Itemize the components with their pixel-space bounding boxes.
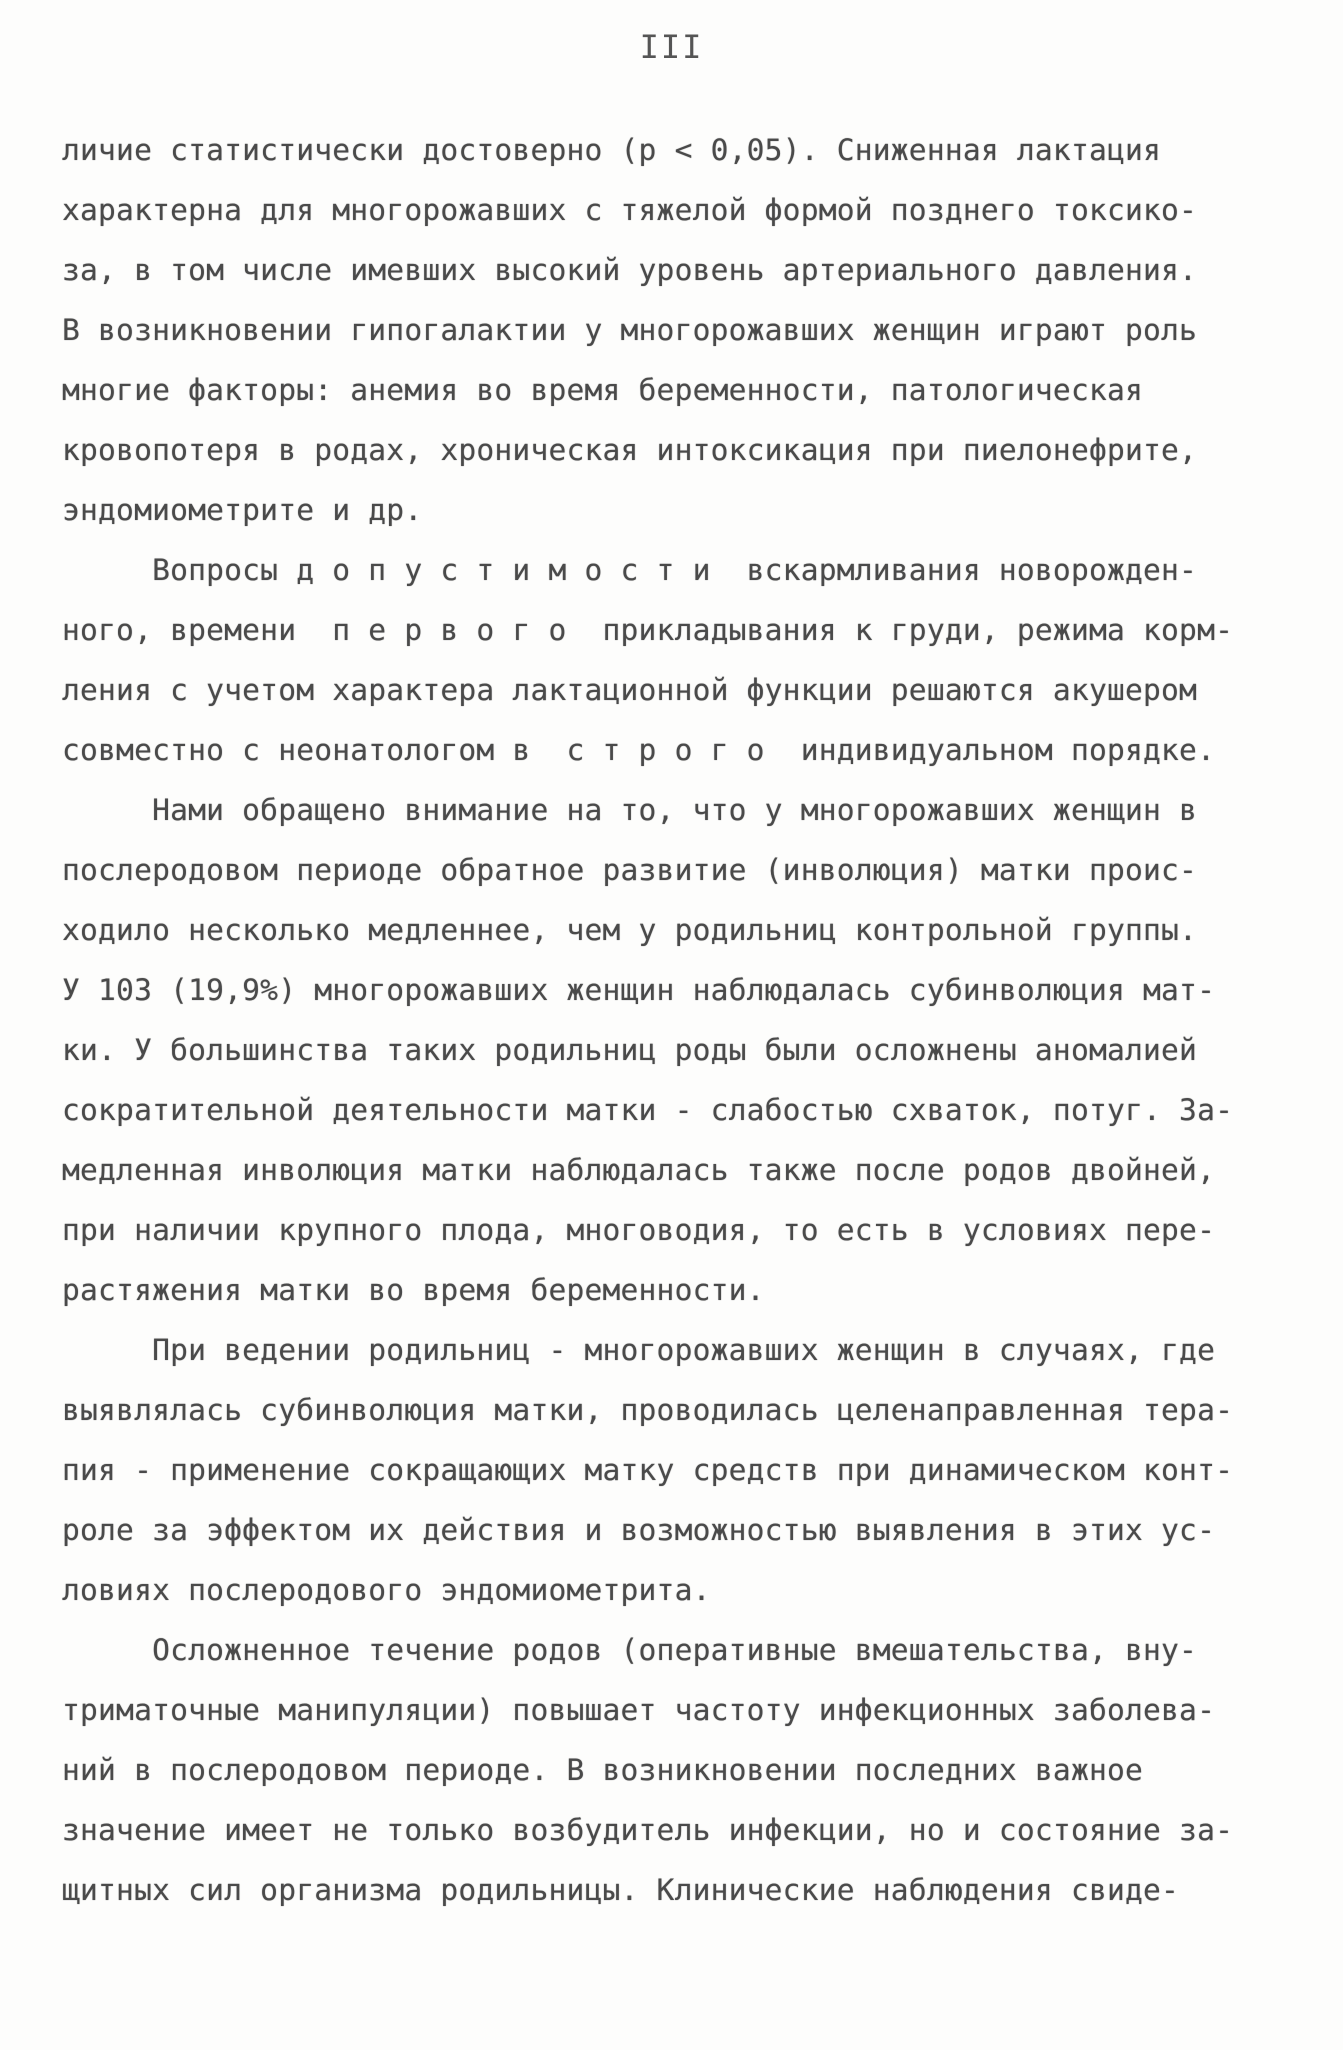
text-line: Осложненное течение родов (оперативные вмешательства, вну- xyxy=(62,1633,1198,1667)
text-line: Нами обращено внимание на то, что у многорожавших женщин в xyxy=(62,793,1198,827)
text-line: растяжения матки во время беременности. xyxy=(62,1273,765,1307)
text-line: ного, времени п е р в о г о прикладывания к груди, режима корм- xyxy=(62,613,1234,647)
text-line: роле за эффектом их действия и возможностью выявления в этих ус- xyxy=(62,1513,1216,1547)
text-line: сократительной деятельности матки - слабостью схваток, потуг. За- xyxy=(62,1093,1234,1127)
body-text xyxy=(62,120,1292,1920)
text-line: щитных сил организма родильницы. Клинические наблюдения свиде- xyxy=(62,1873,1180,1907)
text-line: личие статистически достоверно (р < 0,05). Сниженная лактация xyxy=(62,133,1162,167)
text-line: ления с учетом характера лактационной функции решаются акушером xyxy=(62,673,1198,707)
text-line: многие факторы: анемия во время беременности, патологическая xyxy=(62,373,1144,407)
text-line: ний в послеродовом периоде. В возникновении последних важное xyxy=(62,1753,1144,1787)
text-line: совместно с неонатологом в с т р о г о индивидуальном порядке. xyxy=(62,733,1216,767)
text-line: медленная инволюция матки наблюдалась также после родов двойней, xyxy=(62,1153,1216,1187)
text-line: за, в том числе имевших высокий уровень артериального давления. xyxy=(62,253,1198,287)
text-line: триматочные манипуляции) повышает частоту инфекционных заболева- xyxy=(62,1693,1216,1727)
text-line: выявлялась субинволюция матки, проводилась целенаправленная тера- xyxy=(62,1393,1234,1427)
text-line: В возникновении гипогалактии у многорожавших женщин играют роль xyxy=(62,313,1198,347)
text-line: при наличии крупного плода, многоводия, то есть в условиях пере- xyxy=(62,1213,1216,1247)
text-line: значение имеет не только возбудитель инфекции, но и состояние за- xyxy=(62,1813,1234,1847)
text-line: пия - применение сокращающих матку средств при динамическом конт- xyxy=(62,1453,1234,1487)
text-line: кровопотеря в родах, хроническая интоксикация при пиелонефрите, xyxy=(62,433,1198,467)
text-line: При ведении родильниц - многорожавших женщин в случаях, где xyxy=(62,1333,1216,1367)
text-line: У 103 (19,9%) многорожавших женщин наблюдалась субинволюция мат- xyxy=(62,973,1216,1007)
text-line: эндомиометрите и др. xyxy=(62,493,423,527)
text-line: послеродовом периоде обратное развитие (инволюция) матки проис- xyxy=(62,853,1198,887)
text-line: ловиях послеродового эндомиометрита. xyxy=(62,1573,711,1607)
text-line: Вопросы д о п у с т и м о с т и вскармливания новорожден- xyxy=(62,553,1198,587)
text-line: ки. У большинства таких родильниц роды были осложнены аномалией xyxy=(62,1033,1198,1067)
text-line: ходило несколько медленнее, чем у родильниц контрольной группы. xyxy=(62,913,1198,947)
page-number: III xyxy=(639,28,704,66)
text-line: характерна для многорожавших с тяжелой формой позднего токсико- xyxy=(62,193,1198,227)
